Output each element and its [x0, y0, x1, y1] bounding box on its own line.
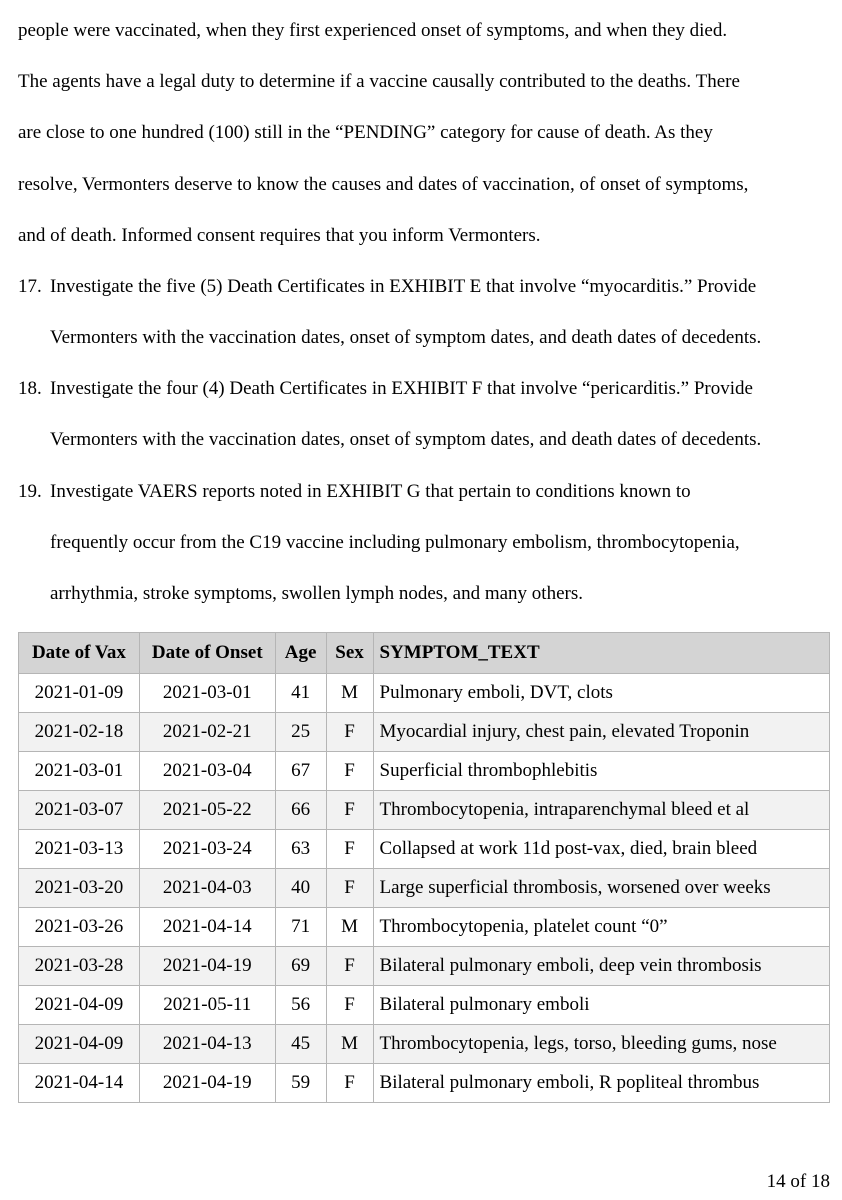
list-item-19 [18, 480, 691, 504]
table-row [19, 1025, 830, 1064]
list-item-18 [18, 377, 753, 401]
cell-date-of-vax: 2021-03-13 [19, 830, 140, 869]
list-item-text: Investigate the five (5) Death Certificates in EXHIBIT E that involve “myocarditis.” Provide [50, 276, 757, 297]
cell-symptom-text: Collapsed at work 11d post-vax, died, brain bleed [373, 830, 829, 869]
cell-age: 40 [275, 869, 326, 908]
cell-symptom-text: Large superficial thrombosis, worsened over weeks [373, 869, 829, 908]
table-header-row [19, 633, 830, 674]
table-row [19, 674, 830, 713]
column-header-age: Age [275, 633, 326, 674]
cell-age: 56 [275, 986, 326, 1025]
cell-date-of-vax: 2021-04-09 [19, 1025, 140, 1064]
cell-sex: M [326, 674, 373, 713]
cell-age: 41 [275, 674, 326, 713]
cell-date-of-vax: 2021-02-18 [19, 713, 140, 752]
paragraph-line: are close to one hundred (100) still in the “PENDING” category for cause of death. As they [18, 122, 713, 143]
cell-date-of-vax: 2021-01-09 [19, 674, 140, 713]
list-item-text: Investigate VAERS reports noted in EXHIBIT G that pertain to conditions known to [50, 481, 691, 502]
cell-sex: M [326, 1025, 373, 1064]
cell-date-of-onset: 2021-03-24 [139, 830, 275, 869]
cell-age: 45 [275, 1025, 326, 1064]
cell-date-of-vax: 2021-03-01 [19, 752, 140, 791]
table-row [19, 791, 830, 830]
cell-date-of-onset: 2021-04-13 [139, 1025, 275, 1064]
cell-age: 63 [275, 830, 326, 869]
list-item-number: 17. [18, 276, 42, 297]
cell-sex: F [326, 986, 373, 1025]
table-row [19, 830, 830, 869]
cell-date-of-vax: 2021-03-28 [19, 947, 140, 986]
cell-symptom-text: Thrombocytopenia, intraparenchymal bleed et al [373, 791, 829, 830]
list-item-number: 19. [18, 481, 42, 502]
paragraph-line: The agents have a legal duty to determine if a vaccine causally contributed to the deaths. There [18, 71, 740, 92]
table-row [19, 713, 830, 752]
table-row [19, 947, 830, 986]
cell-age: 67 [275, 752, 326, 791]
paragraph-line: people were vaccinated, when they first experienced onset of symptoms, and when they died. [18, 20, 728, 41]
table-row [19, 869, 830, 908]
cell-age: 66 [275, 791, 326, 830]
cell-symptom-text: Myocardial injury, chest pain, elevated Troponin [373, 713, 829, 752]
cell-sex: F [326, 869, 373, 908]
cell-date-of-onset: 2021-05-11 [139, 986, 275, 1025]
cell-date-of-onset: 2021-04-19 [139, 1064, 275, 1103]
list-item-17-continued: Vermonters with the vaccination dates, onset of symptom dates, and death dates of decedents. [50, 327, 762, 348]
cell-age: 59 [275, 1064, 326, 1103]
cell-symptom-text: Pulmonary emboli, DVT, clots [373, 674, 829, 713]
cell-age: 71 [275, 908, 326, 947]
cell-symptom-text: Thrombocytopenia, legs, torso, bleeding gums, nose [373, 1025, 829, 1064]
vaers-table [18, 632, 830, 1103]
cell-date-of-onset: 2021-05-22 [139, 791, 275, 830]
cell-sex: M [326, 908, 373, 947]
cell-date-of-vax: 2021-03-26 [19, 908, 140, 947]
cell-date-of-onset: 2021-04-14 [139, 908, 275, 947]
column-header-symptom-text: SYMPTOM_TEXT [373, 633, 829, 674]
column-header-date-of-vax: Date of Vax [19, 633, 140, 674]
list-item-19-continued: arrhythmia, stroke symptoms, swollen lymph nodes, and many others. [50, 583, 583, 604]
table-row [19, 986, 830, 1025]
cell-sex: F [326, 752, 373, 791]
cell-sex: F [326, 1064, 373, 1103]
cell-symptom-text: Bilateral pulmonary emboli [373, 986, 829, 1025]
column-header-date-of-onset: Date of Onset [139, 633, 275, 674]
cell-date-of-onset: 2021-04-03 [139, 869, 275, 908]
cell-symptom-text: Superficial thrombophlebitis [373, 752, 829, 791]
list-item-number: 18. [18, 378, 42, 399]
cell-date-of-vax: 2021-03-20 [19, 869, 140, 908]
cell-age: 69 [275, 947, 326, 986]
cell-date-of-vax: 2021-04-09 [19, 986, 140, 1025]
table-row [19, 1064, 830, 1103]
cell-sex: F [326, 947, 373, 986]
cell-symptom-text: Bilateral pulmonary emboli, deep vein thrombosis [373, 947, 829, 986]
page-number: 14 of 18 [766, 1171, 830, 1192]
cell-sex: F [326, 713, 373, 752]
list-item-text: Investigate the four (4) Death Certificates in EXHIBIT F that involve “pericarditis.” Provide [50, 378, 753, 399]
cell-sex: F [326, 830, 373, 869]
cell-date-of-onset: 2021-03-04 [139, 752, 275, 791]
cell-symptom-text: Thrombocytopenia, platelet count “0” [373, 908, 829, 947]
cell-date-of-onset: 2021-04-19 [139, 947, 275, 986]
list-item-17 [18, 275, 756, 299]
paragraph-line: and of death. Informed consent requires that you inform Vermonters. [18, 225, 541, 246]
cell-date-of-vax: 2021-03-07 [19, 791, 140, 830]
list-item-18-continued: Vermonters with the vaccination dates, onset of symptom dates, and death dates of decedents. [50, 429, 762, 450]
table-row [19, 752, 830, 791]
paragraph-line: resolve, Vermonters deserve to know the causes and dates of vaccination, of onset of symptoms, [18, 174, 749, 195]
cell-age: 25 [275, 713, 326, 752]
column-header-sex: Sex [326, 633, 373, 674]
cell-date-of-vax: 2021-04-14 [19, 1064, 140, 1103]
cell-sex: F [326, 791, 373, 830]
table-row [19, 908, 830, 947]
cell-date-of-onset: 2021-02-21 [139, 713, 275, 752]
cell-symptom-text: Bilateral pulmonary emboli, R popliteal thrombus [373, 1064, 829, 1103]
list-item-19-continued: frequently occur from the C19 vaccine including pulmonary embolism, thrombocytopenia, [50, 532, 740, 553]
cell-date-of-onset: 2021-03-01 [139, 674, 275, 713]
